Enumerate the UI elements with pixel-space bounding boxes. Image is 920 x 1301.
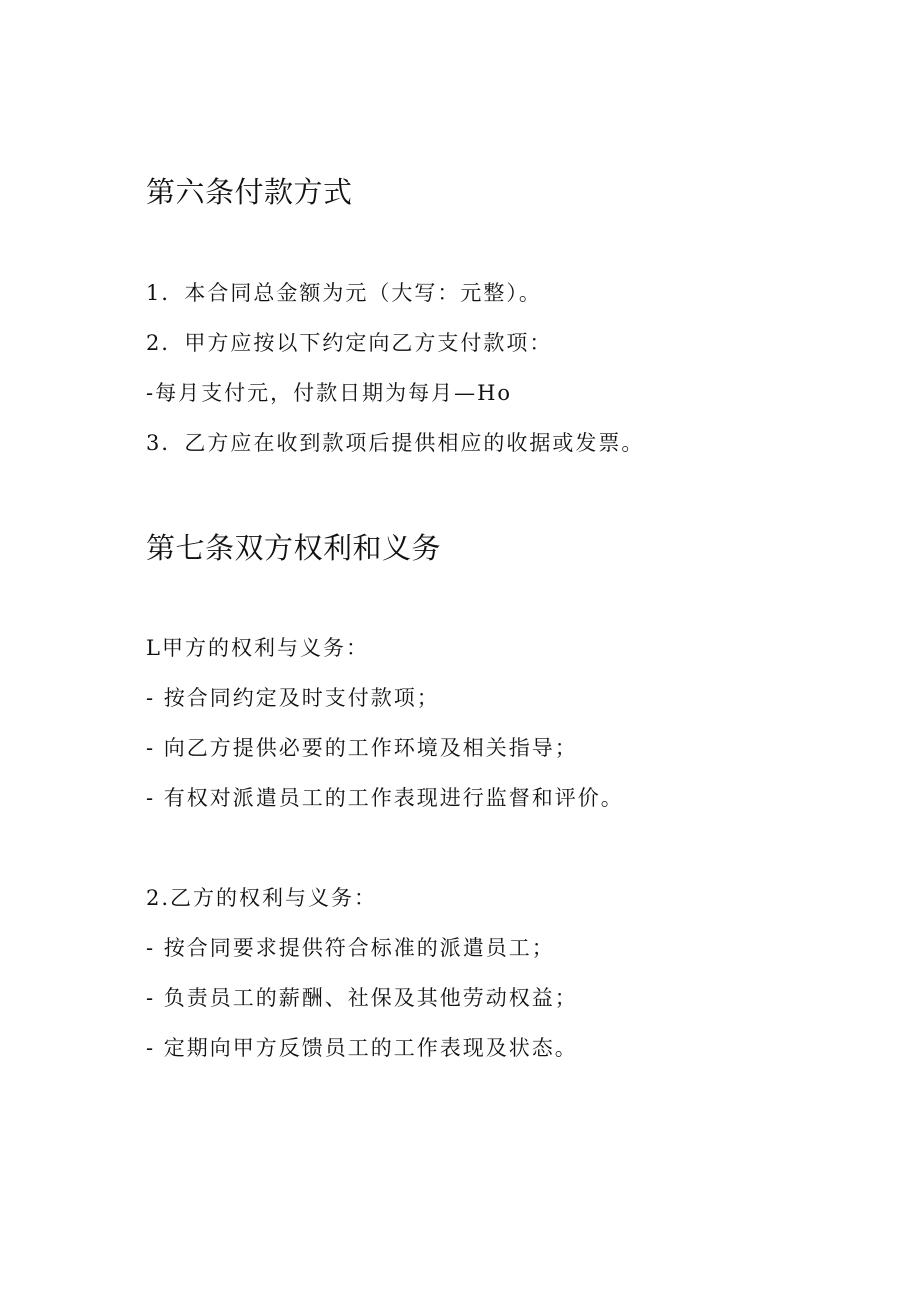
party-a-item: - 向乙方提供必要的工作环境及相关指导； bbox=[146, 736, 578, 760]
section-6-heading: 第六条付款方式 bbox=[146, 175, 353, 209]
party-a-item: - 有权对派遣员工的工作表现进行监督和评价。 bbox=[146, 786, 624, 810]
party-a-title: L甲方的权利与义务： bbox=[146, 636, 369, 660]
party-a-item: - 按合同约定及时支付款项； bbox=[146, 686, 440, 710]
party-b-item: - 按合同要求提供符合标准的派遣员工； bbox=[146, 936, 555, 960]
party-b-item: - 定期向甲方反馈员工的工作表现及状态。 bbox=[146, 1036, 578, 1060]
payment-clause-3: 3．乙方应在收到款项后提供相应的收据或发票。 bbox=[146, 431, 645, 455]
payment-clause-2: 2．甲方应按以下约定向乙方支付款项： bbox=[146, 331, 553, 355]
party-b-item: - 负责员工的薪酬、社保及其他劳动权益； bbox=[146, 986, 578, 1010]
section-7-heading: 第七条双方权利和义务 bbox=[146, 531, 442, 565]
payment-clause-2-detail: -每月支付元，付款日期为每月—Ho bbox=[146, 381, 513, 405]
party-b-title: 2.乙方的权利与义务： bbox=[146, 886, 378, 910]
payment-clause-1: 1．本合同总金额为元（大写：元整）。 bbox=[146, 281, 542, 305]
